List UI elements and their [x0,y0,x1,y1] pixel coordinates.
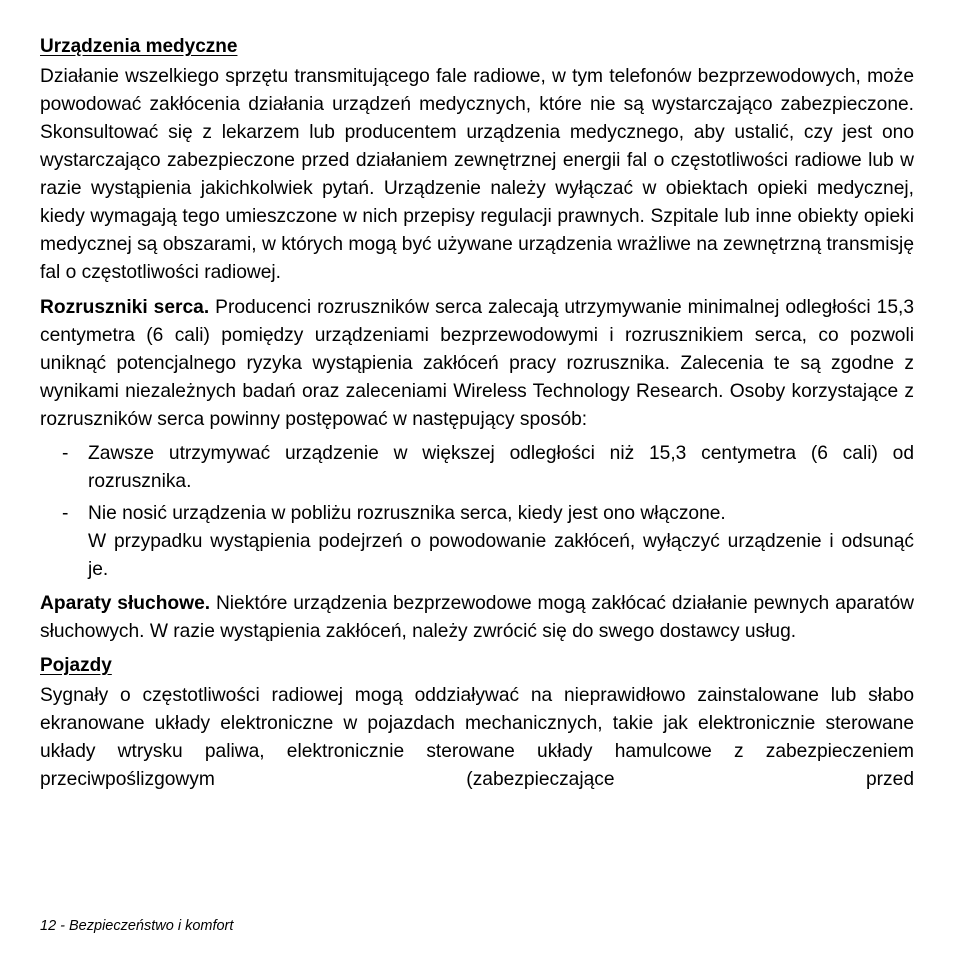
list-item [40,500,914,584]
hearing-aids-text: Niektóre urządzenia bezprzewodowe mogą zakłócać działanie pewnych aparatów słuchowych. W razie wystąpienia zakłóceń, należy zwrócić się do swego dostawcy usług. [40,593,914,642]
list-item [40,440,914,496]
pacemakers-text: Producenci rozruszników serca zalecają utrzymywanie minimalnej odległości 15,3 centymetra (6 cali) pomiędzy urządzeniami bezprzewodowymi i rozrusznikiem serca, co pozwoli uniknąć potencjalnego ryzyka wystąpienia zakłóceń pracy rozrusznika. Zalecenia te są zgodne z wynikami niezależnych badań oraz zaleceniami Wireless Technology Research. Osoby korzystające z rozruszników serca powinny postępować w następujący sposób: [40,297,914,430]
pacemakers-paragraph [40,294,914,434]
pacemakers-lead: Rozruszniki serca. [40,297,210,318]
list-dash: - [62,443,69,464]
hearing-aids-lead: Aparaty słuchowe. [40,593,211,614]
section-heading-vehicles: Pojazdy [40,655,112,676]
list-item-text: Zawsze utrzymywać urządzenie w większej odległości niż 15,3 centymetra (6 cali) od rozrusznika. [88,443,914,492]
pacemaker-advice-list [40,440,914,584]
list-item-text: Nie nosić urządzenia w pobliżu rozrusznika serca, kiedy jest ono włączone. [88,503,726,524]
list-item-text-continued: W przypadku wystąpienia podejrzeń o powodowanie zakłóceń, wyłączyć urządzenie i odsunąć je. [88,531,914,580]
section-heading-medical-devices: Urządzenia medyczne [40,36,238,57]
page-content [40,34,914,794]
medical-devices-paragraph: Działanie wszelkiego sprzętu transmitującego fale radiowe, w tym telefonów bezprzewodowych, może powodować zakłócenia działania urządzeń medycznych, które nie są wystarczająco zabezpieczone. Skonsultować się z lekarzem lub producentem urządzenia medycznego, aby ustalić, czy jest ono wystarczająco zabezpieczone przed działaniem zewnętrznej energii fal o częstotliwości radiowe lub w razie wystąpienia jakichkolwiek pytań. Urządzenie należy wyłączać w obiektach opieki medycznej, kiedy wymagają tego umieszczone w nich przepisy regulacji prawnych. Szpitale lub inne obiekty opieki medycznej są obszarami, w których mogą być używane urządzenia wrażliwe na zewnętrzną transmisję fal o częstotliwości radiowej. [40,66,914,283]
list-dash: - [62,503,69,524]
hearing-aids-paragraph [40,590,914,646]
page-footer: 12 - Bezpieczeństwo i komfort [40,918,234,934]
vehicles-paragraph: Sygnały o częstotliwości radiowej mogą oddziaływać na nieprawidłowo zainstalowane lub słabo ekranowane układy elektroniczne w pojazdach mechanicznych, takie jak elektronicznie sterowane układy wtrysku paliwa, elektronicznie sterowane układy hamulcowe z zabezpieczeniem przeciwpoślizgowym (zabezpieczające przed [40,685,914,790]
